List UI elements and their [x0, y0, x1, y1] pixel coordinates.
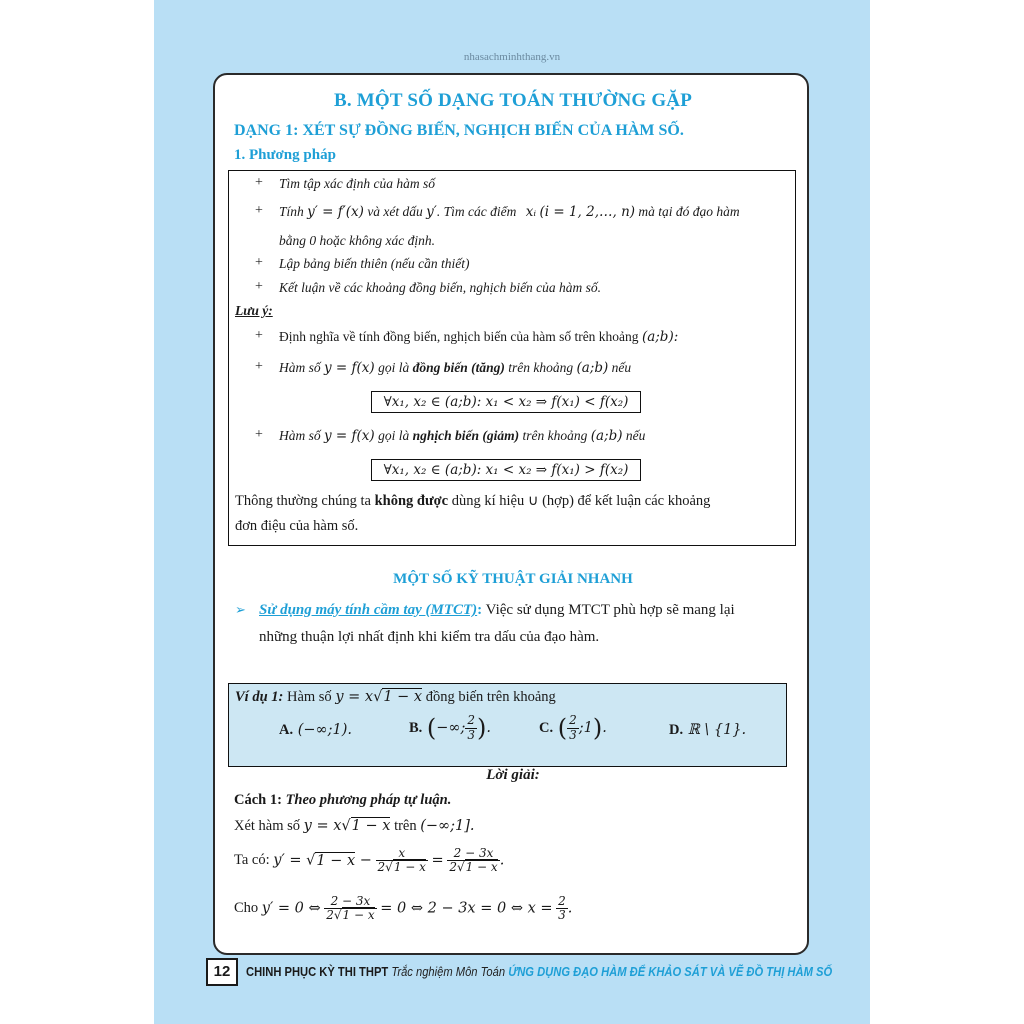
- note-definition: Định nghĩa về tính đồng biến, nghịch biến của hàm số trên khoảng (a;b):: [279, 329, 679, 345]
- bullet-plus: +: [255, 175, 263, 190]
- method-step-1: Tìm tập xác định của hàm số: [279, 176, 435, 191]
- arrow-bullet-icon: ➢: [235, 603, 246, 618]
- option-b: B. (−∞; $\frac{2}{3}$ ).: [409, 713, 492, 742]
- solution-line-1: Xét hàm số y = x√1 − x trên (−∞;1].: [234, 818, 475, 834]
- section-title: B. MỘT SỐ DẠNG TOÁN THƯỜNG GẶP: [333, 90, 693, 111]
- solution-cach-1: Cách 1: Theo phương pháp tự luận.: [234, 792, 452, 808]
- method-step-4: Kết luận về các khoảng đồng biến, nghịch biến của hàm số.: [279, 280, 602, 295]
- dang-title: DẠNG 1: XÉT SỰ ĐỒNG BIẾN, NGHỊCH BIẾN CỦA HÀM SỐ.: [234, 122, 684, 139]
- note-decreasing: Hàm số y = f(x) gọi là nghịch biến (giảm) trên khoảng (a;b) nếu: [279, 428, 646, 444]
- note-increasing: Hàm số y = f(x) gọi là đồng biến (tăng) trên khoảng (a;b) nếu: [279, 360, 632, 376]
- page-number: 12: [206, 958, 238, 986]
- method-title: 1. Phương pháp: [234, 147, 336, 163]
- content-panel: [213, 73, 809, 955]
- solution-line-2: Ta có: y′ = √1 − x − $\frac{x}{2√1 - x}$ = $\frac{2 - 3x}{2√1 - x}$ .: [234, 846, 505, 875]
- tech-line-1: Sử dụng máy tính cầm tay (MTCT): Việc sử dụng MTCT phù hợp sẽ mang lại: [259, 602, 735, 618]
- tech-title: MỘT SỐ KỸ THUẬT GIẢI NHANH: [393, 571, 633, 587]
- increasing-formula: ∀x₁, x₂ ∈ (a;b): x₁ < x₂ ⇒ f(x₁) < f(x₂): [371, 391, 641, 413]
- footer-text: CHINH PHỤC KỲ THI THPT Trắc nghiệm Môn Toán ỨNG DỤNG ĐẠO HÀM ĐỂ KHẢO SÁT VÀ VẼ ĐỒ THỊ HÀM SỐ: [246, 964, 833, 979]
- method-frame: [228, 170, 796, 546]
- note-final-2: đơn điệu của hàm số.: [235, 518, 359, 534]
- bullet-plus: +: [255, 427, 263, 442]
- bullet-plus: +: [255, 279, 263, 294]
- method-step-2-cont: bằng 0 hoặc không xác định.: [279, 233, 435, 248]
- bullet-plus: +: [255, 328, 263, 343]
- mtct-link: Sử dụng máy tính cầm tay (MTCT): [259, 602, 478, 618]
- tech-line-2: những thuận lợi nhất định khi kiểm tra dấu của đạo hàm.: [259, 629, 600, 645]
- note-label: Lưu ý:: [235, 303, 273, 318]
- watermark: nhasachminhthang.vn: [463, 51, 561, 63]
- example-box: [228, 683, 787, 767]
- decreasing-formula: ∀x₁, x₂ ∈ (a;b): x₁ < x₂ ⇒ f(x₁) > f(x₂): [371, 459, 641, 481]
- note-final-1: Thông thường chúng ta không được dùng kí hiệu ∪ (hợp) để kết luận các khoảng: [235, 493, 711, 509]
- method-step-2: Tính y′ = f′(x) và xét dấu y′. Tìm các điểm xᵢ (i = 1, 2,…, n) mà tại đó đạo hàm: [279, 204, 740, 220]
- option-a: A. (−∞;1).: [279, 722, 352, 738]
- bullet-plus: +: [255, 203, 263, 218]
- solution-title: Lời giải:: [486, 767, 540, 783]
- option-c: C. ( $\frac{2}{3}$ ;1).: [539, 713, 607, 742]
- method-step-3: Lập bảng biến thiên (nếu cần thiết): [279, 256, 470, 271]
- example-question: Ví dụ 1: Hàm số y = x√1 − x đồng biến trên khoảng: [235, 689, 556, 705]
- option-d: D. ℝ \ {1}.: [669, 722, 747, 738]
- solution-line-3: Cho y′ = 0 ⇔ $\frac{2 - 3x}{2√1 - x}$ = 0 ⇔ 2 − 3x = 0 ⇔ x = $\frac{2}{3}$ .: [234, 894, 573, 923]
- bullet-plus: +: [255, 255, 263, 270]
- bullet-plus: +: [255, 359, 263, 374]
